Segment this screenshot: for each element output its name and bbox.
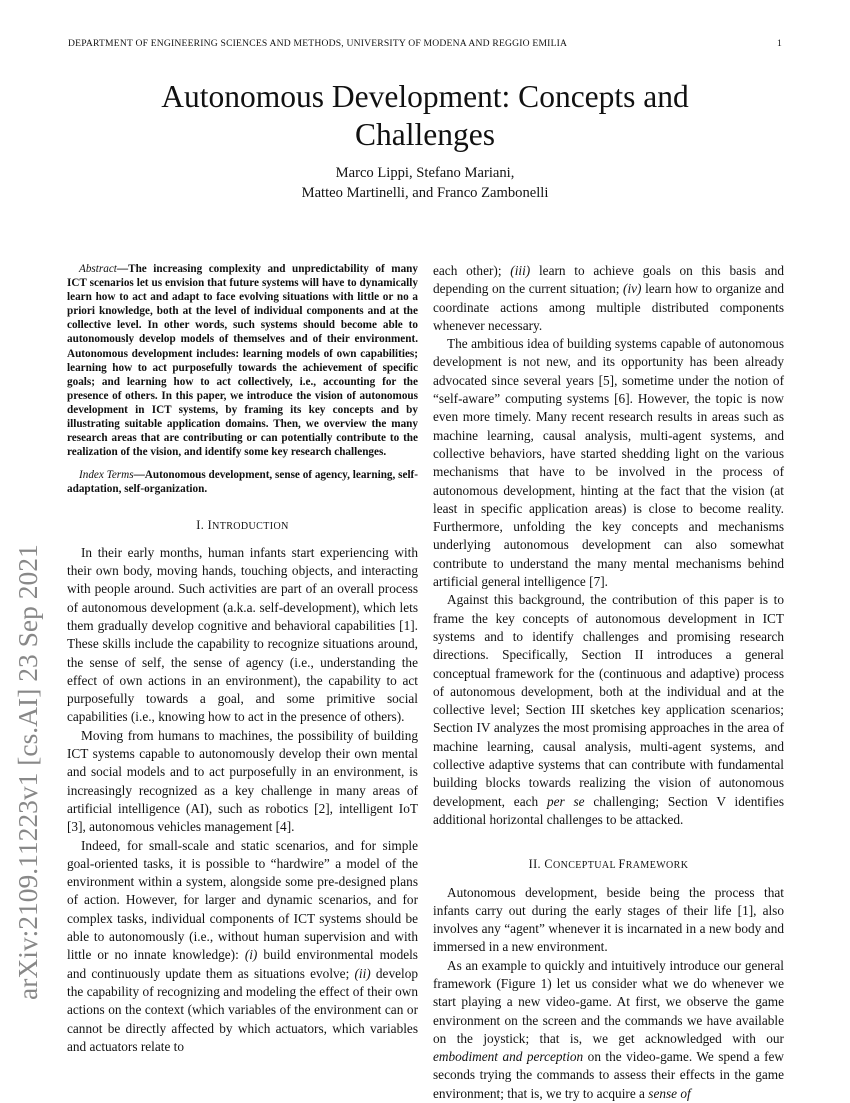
index-terms-text: —Autonomous development, sense of agency, learning, self-adaptation, self-organization. [67, 469, 419, 496]
left-column [67, 262, 418, 1056]
index-terms-label: Index Terms [79, 469, 134, 482]
paper-title [60, 78, 790, 154]
section-heading-conceptual-framework: II. CONCEPTUAL FRAMEWORK [528, 857, 689, 872]
paragraph-continued: each other); (iii) learn to achieve goals on this basis and depending on the current situation; (iv) learn how to organize and coordinate actions among multiple distributed components whenever necessary. [433, 263, 784, 333]
section-heading-introduction: I. INTRODUCTION [196, 517, 289, 532]
header-affiliation: DEPARTMENT OF ENGINEERING SCIENCES AND METHODS, UNIVERSITY OF MODENA AND REGGIO EMILIA [68, 38, 568, 49]
paragraph: Indeed, for small-scale and static scenarios, and for simple goal-oriented tasks, it is possible to “hardwire” a model of the environment within a system, alongside some pre-designed plans of action. However, for larger and dynamic scenarios, and for complex tasks, individual components of ICT systems should be able to autonomously (i.e., without human supervision and with little or no innate knowledge): (i) build environmental models and continuously update them as situations evolve; (ii) develop the capability of recognizing and modeling the effect of their own actions on the context (which variables of the environment can or cannot be directly affected by which actuators, which variables and actuators relate to [67, 837, 419, 1054]
paragraph: The ambitious idea of building systems capable of autonomous development is not new, and its opportunity has been already advocated since several years [5], sometime under the notion of “self-aware” computing systems [6]. However, the topic is now even more timely. Many recent research results in areas such as machine learning, causal analysis, multi-agent systems, and collective behaviors, have started shedding light on the various mechanisms that have to be involved in the process of autonomous development, hinting at the fact that the vision (at least in specific application areas) is close to become reality. Furthermore, unfolding the key concepts and mechanisms underlying autonomous development can also somewhat contribute to understand the many mental mechanisms behind artificial general intelligence [7]. [433, 336, 784, 590]
abstract [67, 262, 418, 459]
cont-text: (iii) learn to achieve goals on this basis and depending on the current situation; (iv) learn how to organize and coordinate actions among multiple distributed components whenever necessary. [433, 263, 784, 333]
paragraph: Against this background, the contribution of this paper is to frame the key concepts of autonomous development in ICT systems and to identify challenges and promising research directions. Specifically, Section II introduces a general conceptual framework for the (continuous and adaptive) process of autonomous development, both at the individual and at the collective level; Section III sketches key application scenarios; Section IV analyzes the most promising approaches in the area of machine learning, causal analysis, multi-agent systems, and collective adaptive systems that can contribute with fundamental building blocks towards realizing the vision of autonomous development, each per se challenging; Section V identifies additional horizontal challenges to be attacked. [433, 592, 784, 827]
paragraph: In their early months, human infants start experiencing with their own body, moving hands, touching objects, and interacting with people around. Such activities are part of an overall process of autonomous development (a.k.a. self-development), which lets them gradually develop cognitive and behavioral capabilities [1]. These skills include the capability to recognize situations around, the sense of self, the sense of agency (i.e., understanding the effect of own actions in an environment), the capability to act purposefully towards a goal, and some primitive social capabilities (i.e., knowing how to act in the presence of others). [67, 544, 418, 725]
paragraph: As an example to quickly and intuitively introduce our general framework (Figure 1) let us consider what we do whenever we start playing a new video-game. At first, we observe the game environment on the screen and the commands we have available on the joystick; that is, we get acknowledged with our embodiment and perception on the video-game. We spend a few seconds trying the commands to assess their effects in the game environment; that is, we try to acquire a sense of [433, 957, 784, 1101]
authors-line-2: Matteo Martinelli, and Franco Zambonelli [301, 185, 549, 201]
paragraph: Moving from humans to machines, the possibility of building ICT systems capable to autonomously develop their own mental and social models and to act purposefully in an environment, is increasingly recognized as a key challenge in many areas of artificial intelligence (AI), such as robotics [2], intelligent IoT [3], autonomous vehicles management [4]. [67, 727, 418, 835]
right-column [433, 262, 784, 1103]
title-line-2: Challenges [355, 117, 495, 152]
author-list [60, 163, 790, 203]
abstract-text: —The increasing complexity and unpredictability of many ICT scenarios let us envision that future systems will have to dynamically learn how to act and adapt to face evolving situations with little or no a priori knowledge, both at the level of individual components and at the collective level. In other words, such systems should become able to autonomously develop models of themselves and of their environment. Autonomous development includes: learning models of own capabilities; learning how to act purposefully towards the achievement of specific goals; and learning how to act collectively, i.e., accounting for the presence of others. In this paper, we introduce the vision of autonomous development in ICT systems, by framing its key concepts and by illustrating suitable application domains. Then, we overview the many research areas that are contributing or can potentially contribute to the realization of the vision, and identify some key research challenges. [67, 263, 418, 459]
title-line-1: Autonomous Development: Concepts and [161, 79, 689, 114]
paragraph: Autonomous development, beside being the process that infants carry out during the early stages of their life [1], also involves any “agent” whenever it is incarnated in a new body and immersed in a new environment. [433, 884, 784, 955]
authors-line-1: Marco Lippi, Stefano Mariani, [335, 165, 515, 181]
arxiv-stamp: arXiv:2109.11223v1 [cs.AI] 23 Sep 2021 [12, 544, 43, 1000]
abstract-label: Abstract [79, 263, 117, 275]
page-number: 1 [777, 38, 782, 49]
index-terms [67, 468, 418, 496]
